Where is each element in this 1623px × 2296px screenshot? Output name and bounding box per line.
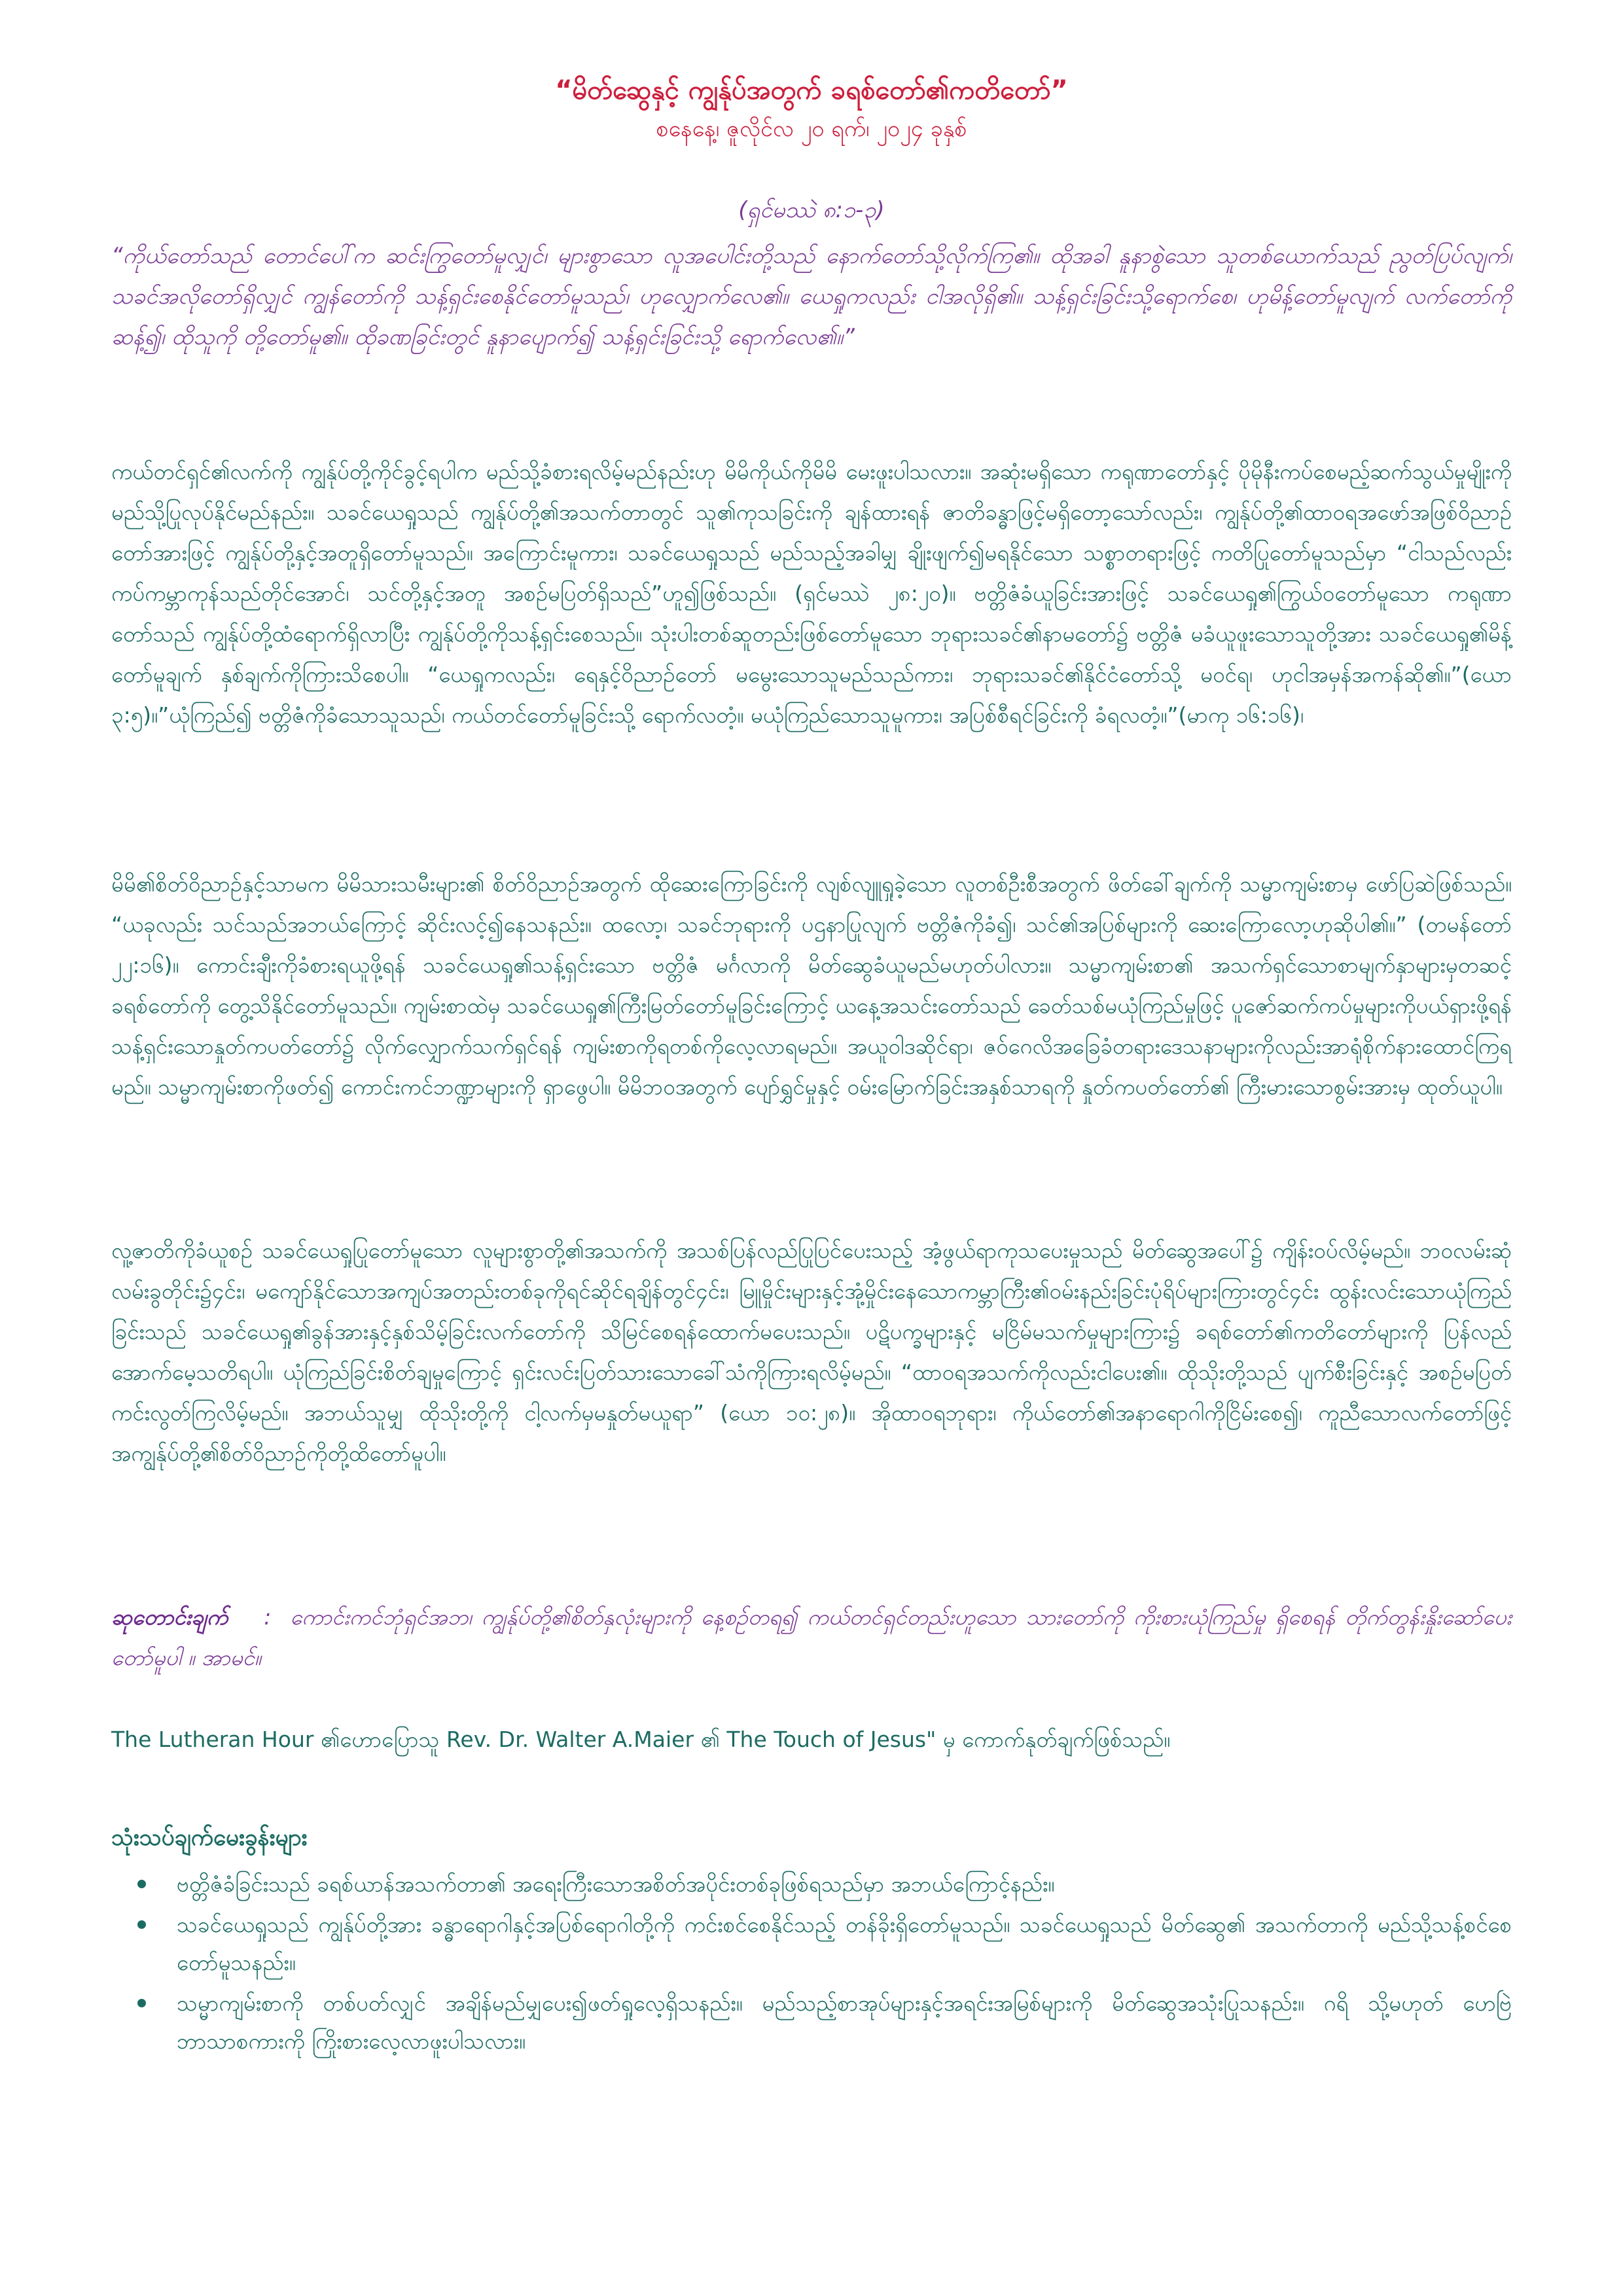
bullet-icon <box>137 1999 146 2007</box>
bullet-icon <box>137 1880 146 1888</box>
document-title: “မိတ်ဆွေနှင့် ကျွန်ုပ်အတွက် ခရစ်တော်၏ကတိတော်” <box>555 75 1068 105</box>
scripture-text: “ကိုယ်တော်သည် တောင်ပေါ်က ဆင်းကြွတော်မူလျှင်၊ များစွာသော လူအပေါင်းတို့သည် နောက်တော်သို့လိုက်ကြ၏။ ထိုအခါ နူနာစွဲသော သူတစ်ယောက်သည် ညွတ်ပြပ်လျက်၊ သခင်အလိုတော်ရှိလျှင် ကျွန်တော်ကို သန့်ရှင်းစေနိုင်တော်မူသည်၊ ဟုလျှောက်လေ၏။ ယေရှုကလည်း ငါအလိုရှိ၏။ သန့်ရှင်းခြင်းသို့ရောက်စေ၊ ဟုမိန့်တော်မူလျက် လက်တော်ကိုဆန့်၍၊ ထိုသူကို တို့တော်မူ၏။ ထိုခဏခြင်းတွင် နူနာပျောက်၍ သန့်ရှင်းခြင်းသို့ ရောက်လေ၏။” <box>111 243 1512 350</box>
scripture-reference: (ရှင်မဿဲ ၈:၁-၃) <box>738 197 885 223</box>
prayer-separator: : <box>264 1604 272 1630</box>
questions-list <box>111 1865 1512 2063</box>
body-paragraph-1: ကယ်တင်ရှင်၏လက်ကို ကျွန်ုပ်တို့ကိုင်ခွင့်ရပါက မည်သို့ခံစားရလိမ့်မည်နည်းဟု မိမိကိုယ်ကိုမိမိ မေးဖူးပါသလား။ အဆုံးမရှိသော ကရုဏာတော်နှင့် ပိုမိုနီးကပ်စေမည့်ဆက်သွယ်မှုမျိုးကို မည်သို့ပြုလုပ်နိုင်မည်နည်း။ သခင်ယေရှုသည် ကျွန်ုပ်တို့၏အသက်တာတွင် သူ၏ကုသခြင်းကို ချန်ထားရန် ဇာတိခန္ဓာဖြင့်မရှိတော့သော်လည်း၊ ကျွန်ုပ်တို့၏ထာဝရအဖော်အဖြစ်ဝိညာဉ်တော်အားဖြင့် ကျွန်ုပ်တို့နှင့်အတူရှိတော်မူသည်။ အကြောင်းမူကား၊ သခင်ယေရှုသည် မည်သည့်အခါမျှ ချိုးဖျက်၍မရနိုင်သော သစ္စာတရားဖြင့် ကတိပြုတော်မူသည်မှာ “ငါသည်လည်း ကပ်ကမ္ဘာကုန်သည်တိုင်အောင်၊ သင်တို့နှင့်အတူ အစဉ်မပြတ်ရှိသည်”ဟူ၍ဖြစ်သည်။ (ရှင်မဿဲ ၂၈:၂၀)။ ဗတ္တိဇံခံယူခြင်းအားဖြင့် သခင်ယေရှု၏ကြွယ်ဝတော်မူသော ကရုဏာတော်သည် ကျွန်ုပ်တို့ထံရောက်ရှိလာပြီး ကျွန်ုပ်တို့ကိုသန့်ရှင်းစေသည်။ သုံးပါးတစ်ဆူတည်းဖြစ်တော်မူသော ဘုရားသခင်၏နာမတော်၌ ဗတ္တိဇံ မခံယူဖူးသောသူတို့အား သခင်ယေရှု၏မိန့်တော်မူချက် နှစ်ချက်ကိုကြားသိစေပါ။ “ယေရှုကလည်း၊ ရေနှင့်ဝိညာဉ်တော် မမွေးသောသူမည်သည်ကား၊ ဘုရားသခင်၏နိုင်ငံတော်သို့ မဝင်ရ၊ ဟုငါအမှန်အကန်ဆို၏။”(ယော ၃:၅)။”ယုံကြည်၍ ဗတ္တိဇံကိုခံသောသူသည်၊ ကယ်တင်တော်မူခြင်းသို့ ရောက်လတံ့။ မယုံကြည်သောသူမူကား၊ အပြစ်စီရင်ခြင်းကို ခံရလတံ့။”(မာကု ၁၆:၁၆)၊ <box>111 459 1512 728</box>
prayer <box>111 1597 1512 1678</box>
question-item <box>137 1865 1512 1903</box>
body-paragraph-3: လူ့ဇာတိကိုခံယူစဉ် သခင်ယေရှုပြုတော်မူသော လူများစွာတို့၏အသက်ကို အသစ်ပြန်လည်ပြုပြင်ပေးသည့် အံ့ဖွယ်ရာကုသပေးမှုသည် မိတ်ဆွေအပေါ်၌ ကျိန်းဝပ်လိမ့်မည်။ ဘဝလမ်းဆုံလမ်းခွတိုင်း၌၄င်း၊ မကျော်နိုင်သောအကျပ်အတည်းတစ်ခုကိုရင်ဆိုင်ရချိန်တွင်၄င်း၊ မြူမှိုင်းများနှင့်အုံ့မှိုင်းနေသောကမ္ဘာကြီး၏ဝမ်းနည်းခြင်းပုံရိပ်များကြားတွင်၄င်း ထွန်းလင်းသောယုံကြည်ခြင်းသည် သခင်ယေရှု၏ခွန်အားနှင့်နှစ်သိမ့်ခြင်းလက်တော်ကို သိမြင်စေရန်ထောက်မပေးသည်။ ပဋိပက္ခများနှင့် မငြိမ်မသက်မှုများကြား၌ ခရစ်တော်၏ကတိတော်များကို ပြန်လည်အောက်မေ့သတိရပါ။ ယုံကြည်ခြင်းစိတ်ချမှုကြောင့် ရှင်းလင်းပြတ်သားသောခေါ်သံကိုကြားရလိမ့်မည်။ “ထာဝရအသက်ကိုလည်းငါပေး၏။ ထိုသိုးတို့သည် ပျက်စီးခြင်းနှင့် အစဉ်မပြတ်ကင်းလွတ်ကြလိမ့်မည်။ အဘယ်သူမျှ ထိုသိုးတို့ကို ငါ့လက်မှမနှုတ်မယူရာ” (ယော ၁၀:၂၈)။ အိုထာဝရဘုရား၊ ကိုယ်တော်၏အနာရောဂါကိုငြိမ်းစေ၍၊ ကူညီသောလက်တော်ဖြင့် အကျွန်ုပ်တို့၏စိတ်ဝိညာဉ်ကိုတို့ထိတော်မူပါ။ <box>111 1238 1512 1466</box>
question-item <box>137 1906 1512 1982</box>
question-text: သခင်ယေရှုသည် ကျွန်ုပ်တို့အား ခန္ဓာရောဂါနှင့်အပြစ်ရောဂါတို့ကို ကင်းစင်စေနိုင်သည့် တန်ခိုးရှိတော်မူသည်။ သခင်ယေရှုသည် မိတ်ဆွေ၏ အသက်တာကို မည်သို့သန့်စင်စေတော်မူသနည်း။ <box>177 1912 1512 1975</box>
body-paragraph-2: မိမိ၏စိတ်ဝိညာဉ်နှင့်သာမက မိမိသားသမီးများ၏ စိတ်ဝိညာဉ်အတွက် ထိုဆေးကြောခြင်းကို လျစ်လျူရှုခဲ့သော လူတစ်ဦးစီအတွက် ဖိတ်ခေါ်ချက်ကို သမ္မာကျမ်းစာမှ ဖော်ပြဆဲဖြစ်သည်။ “ယခုလည်း သင်သည်အဘယ်ကြောင့် ဆိုင်းလင့်၍နေသနည်း။ ထလော့၊ သခင်ဘုရားကို ပဌနာပြုလျက် ဗတ္တိဇံကိုခံ၍၊ သင်၏အပြစ်များကို ဆေးကြောလော့ဟုဆိုပါ၏။” (တမန်တော် ၂၂:၁၆)။ ကောင်းချီးကိုခံစားရယူဖို့ရန် သခင်ယေရှု၏သန့်ရှင်းသော ဗတ္တိဇံ မင်္ဂလာကို မိတ်ဆွေခံယူမည်မဟုတ်ပါလား။ သမ္မာကျမ်းစာ၏ အသက်ရှင်သောစာမျက်နှာများမှတဆင့်ခရစ်တော်ကို တွေ့သိနိုင်တော်မူသည်။ ကျမ်းစာထဲမှ သခင်ယေရှု၏ကြီးမြတ်တော်မူခြင်းကြောင့် ယနေ့အသင်းတော်သည် ခေတ်သစ်မယုံကြည်မှုဖြင့် ပူဇော်ဆက်ကပ်မှုများကိုပယ်ရှားဖို့ရန် သန့်ရှင်းသောနှုတ်ကပတ်တော်၌ လိုက်လျှောက်သက်ရှင်ရန် ကျမ်းစာကိုရတစ်ကိုလေ့လာရမည်။ အယူဝါဒဆိုင်ရာ၊ ဇဝ်ဂေလိအခြေခံတရားဒေသနာများကိုလည်းအာရုံစိုက်နားထောင်ကြရမည်။ သမ္မာကျမ်းစာကိုဖတ်၍ ကောင်းကင်ဘဏ္ဍာများကို ရှာဖွေပါ။ မိမိဘဝအတွက် ပျော်ရွှင်မှုနှင့် ဝမ်းမြောက်ခြင်းအနှစ်သာရကို နှုတ်ကပတ်တော်၏ ကြီးမားသောစွမ်းအားမှ ထုတ်ယူပါ။ <box>111 871 1512 1100</box>
prayer-label: ဆုတောင်းချက် <box>111 1604 228 1630</box>
question-item <box>137 1984 1512 2060</box>
question-text: သမ္မာကျမ်းစာကို တစ်ပတ်လျှင် အချိန်မည်မျှပေး၍ဖတ်ရှုလေ့ရှိသနည်း။ မည်သည့်စာအုပ်များနှင့်အရင်းအမြစ်များကို မိတ်ဆွေအသုံးပြုသနည်း။ ဂရိ သို့မဟုတ် ဟေဗြဲဘာသာစကားကို ကြိုးစားလေ့လာဖူးပါသလား။ <box>177 1990 1512 2054</box>
bullet-icon <box>137 1920 146 1929</box>
questions-heading: သုံးသပ်ချက်မေးခွန်းများ <box>111 1825 308 1851</box>
prayer-text: ကောင်းကင်ဘုံရှင်အဘ၊ ကျွန်ုပ်တို့၏စိတ်နှလုံးများကို နေ့စဉ်တရ၍ ကယ်တင်ရှင်တည်းဟူသော သားတော်ကို ကိုးစားယုံကြည်မှု ရှိစေရန် တိုက်တွန်းနှိုးဆော်ပေးတော်မူပါ ။ အာမင်။ <box>111 1604 1512 1670</box>
document-date: စနေနေ့၊ ဇူလိုင်လ ၂၀ ရက်၊ ၂၀၂၄ ခုနှစ် <box>656 116 967 142</box>
source-note: The Lutheran Hour ၏ဟောပြောသူ Rev. Dr. Walter A.Maier ၏ The Touch of Jesus" မှ ကောက်နုတ်ချက်ဖြစ်သည်။ <box>111 1727 1171 1752</box>
question-text: ဗတ္တိဇံခံခြင်းသည် ခရစ်ယာန်အသက်တာ၏ အရေးကြီးသောအစိတ်အပိုင်းတစ်ခုဖြစ်ရသည်မှာ အဘယ်ကြောင့်နည်း။ <box>177 1871 1055 1897</box>
